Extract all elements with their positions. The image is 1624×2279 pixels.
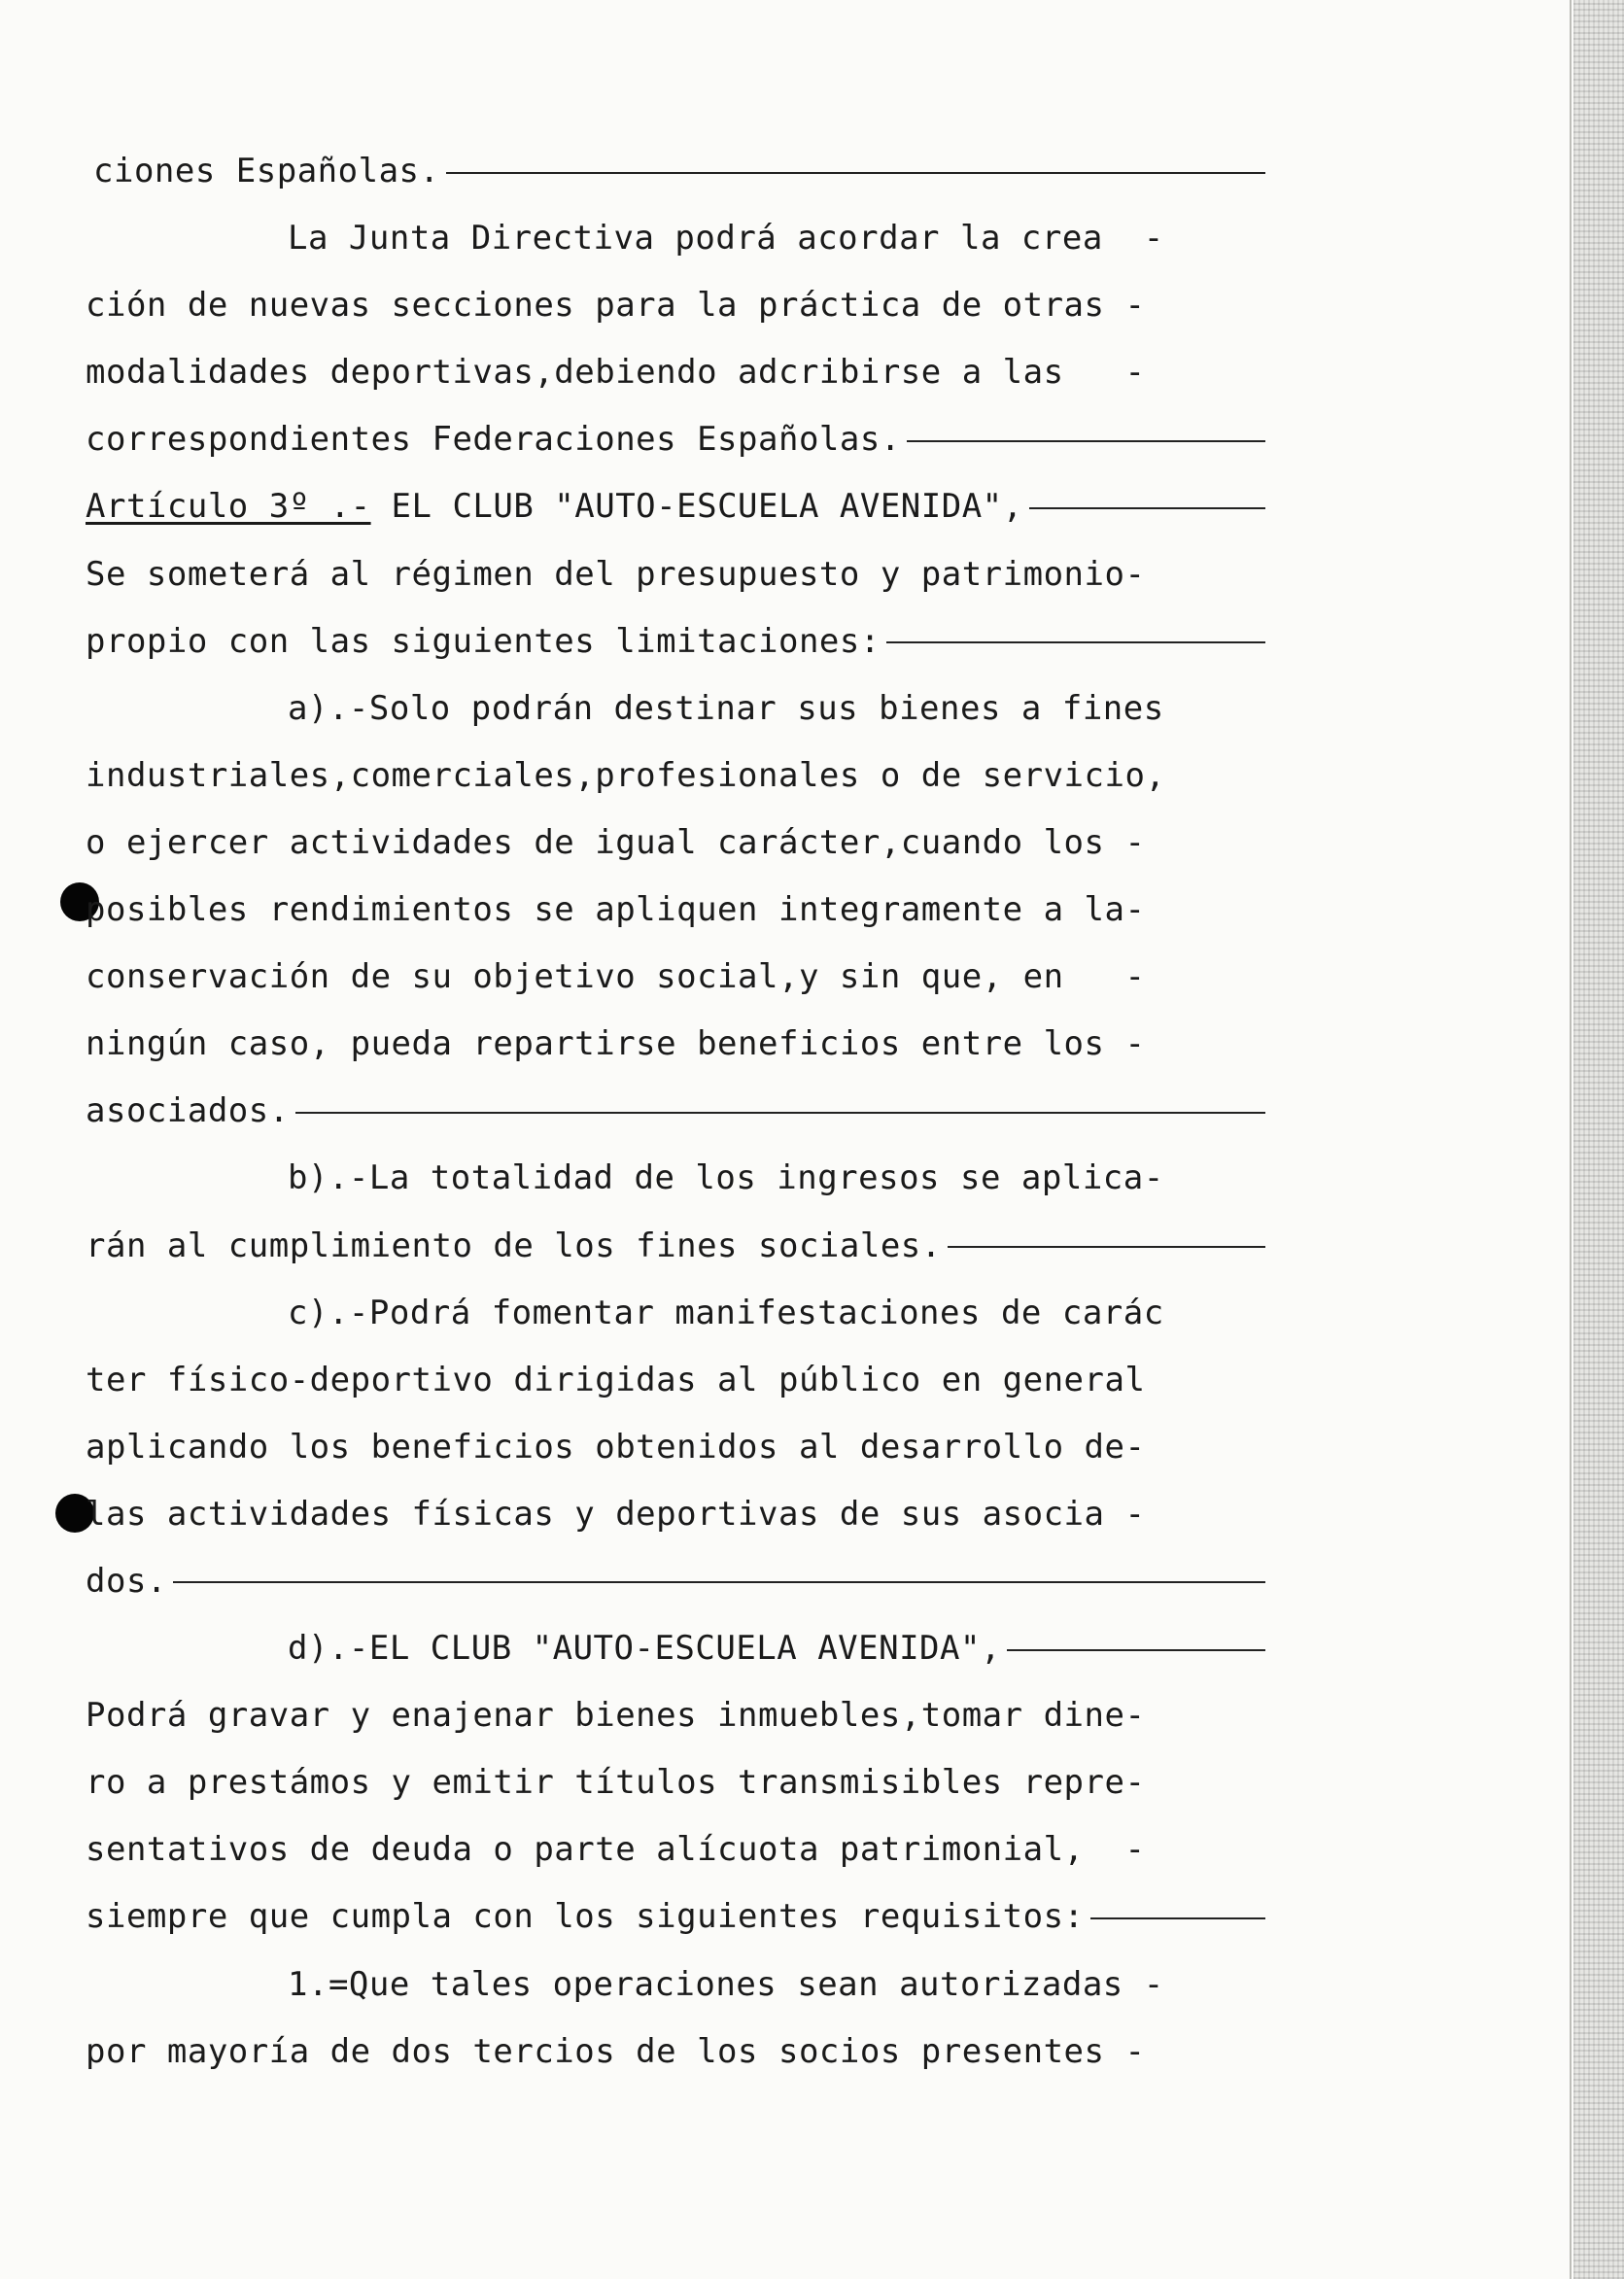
line-text: b).-La totalidad de los ingresos se aplica-: [288, 1158, 1164, 1198]
text-line: [86, 2019, 1271, 2086]
text-line: [86, 1615, 1271, 1682]
article-heading: Artículo 3º .-: [86, 487, 371, 527]
line-text: las actividades físicas y deportivas de sus asocia -: [86, 1494, 1146, 1534]
text-line: [86, 1883, 1271, 1951]
page-edge-line: [1570, 0, 1572, 2279]
line-text: ro a prestámos y emitir títulos transmisibles repre-: [86, 1763, 1146, 1803]
line-text: ciones Españolas.: [93, 152, 440, 190]
line-text: industriales,comerciales,profesionales o de servicio,: [86, 755, 1166, 795]
text-line: [86, 1011, 1271, 1078]
filler-rule: [173, 1581, 1265, 1583]
text-line: [86, 742, 1271, 810]
line-text: aplicando los beneficios obtenidos al desarrollo de-: [86, 1427, 1146, 1467]
line-text: por mayoría de dos tercios de los socios presentes -: [86, 2031, 1146, 2071]
line-text: Podrá gravar y enajenar bienes inmuebles,tomar dine-: [86, 1696, 1146, 1736]
line-text: modalidades deportivas,debiendo adcribirse a las -: [86, 353, 1146, 393]
text-line: [86, 1213, 1271, 1280]
line-text: ción de nuevas secciones para la práctica de otras -: [86, 286, 1146, 326]
filler-rule: [295, 1112, 1265, 1114]
text-line: [86, 1347, 1271, 1414]
line-text: a).-Solo podrán destinar sus bienes a fines: [288, 688, 1164, 728]
line-text: rán al cumplimiento de los fines sociales.: [86, 1226, 942, 1265]
text-line: [86, 1145, 1271, 1212]
line-text: correspondientes Federaciones Españolas.: [86, 420, 901, 460]
text-line: [86, 1078, 1271, 1145]
line-text: EL CLUB "AUTO-ESCUELA AVENIDA",: [370, 487, 1023, 527]
filler-rule: [446, 172, 1266, 174]
line-text: d).-EL CLUB "AUTO-ESCUELA AVENIDA",: [288, 1629, 1001, 1669]
text-line: [86, 272, 1271, 339]
text-line: [86, 1280, 1271, 1347]
text-line: [86, 1414, 1271, 1481]
line-text: conservación de su objetivo social,y sin que, en -: [86, 957, 1146, 997]
text-line: [86, 1951, 1271, 2019]
line-text: propio con las siguientes limitaciones:: [86, 621, 881, 661]
line-text: asociados.: [86, 1091, 290, 1131]
text-line: [86, 205, 1271, 272]
line-text: ter físico-deportivo dirigidas al público en general: [86, 1360, 1146, 1399]
scanned-page-edge: [1573, 0, 1624, 2279]
typed-text-body: [86, 138, 1271, 2086]
text-line: [86, 473, 1271, 540]
text-line: [86, 944, 1271, 1011]
filler-rule: [907, 440, 1265, 442]
text-line: [86, 675, 1271, 742]
text-line: [86, 541, 1271, 608]
line-text: o ejercer actividades de igual carácter,cuando los -: [86, 822, 1146, 862]
text-line: [86, 1749, 1271, 1816]
filler-rule: [1029, 507, 1265, 509]
line-text: siempre que cumpla con los siguientes requisitos:: [86, 1897, 1085, 1937]
text-line: [86, 1682, 1271, 1749]
line-text: Se someterá al régimen del presupuesto y patrimonio-: [86, 554, 1146, 594]
text-line: [86, 877, 1271, 944]
filler-rule: [948, 1246, 1265, 1248]
text-line: [86, 1816, 1271, 1883]
text-line: [86, 406, 1271, 473]
text-line: [86, 339, 1271, 406]
text-line: [86, 608, 1271, 675]
line-text: La Junta Directiva podrá acordar la crea -: [288, 219, 1164, 259]
line-text: 1.=Que tales operaciones sean autorizadas -: [288, 1964, 1164, 2004]
line-text: sentativos de deuda o parte alícuota patrimonial, -: [86, 1830, 1146, 1870]
line-text: posibles rendimientos se apliquen integramente a la-: [86, 890, 1146, 930]
text-line: [86, 810, 1271, 877]
filler-rule: [1090, 1917, 1265, 1919]
line-text: dos.: [86, 1561, 167, 1601]
filler-rule: [1007, 1649, 1265, 1651]
text-line: [86, 138, 1271, 205]
line-text: ningún caso, pueda repartirse beneficios entre los -: [86, 1024, 1146, 1064]
text-line: [86, 1481, 1271, 1548]
text-line: [86, 1548, 1271, 1615]
line-text: c).-Podrá fomentar manifestaciones de carác: [288, 1293, 1164, 1332]
filler-rule: [886, 641, 1265, 643]
